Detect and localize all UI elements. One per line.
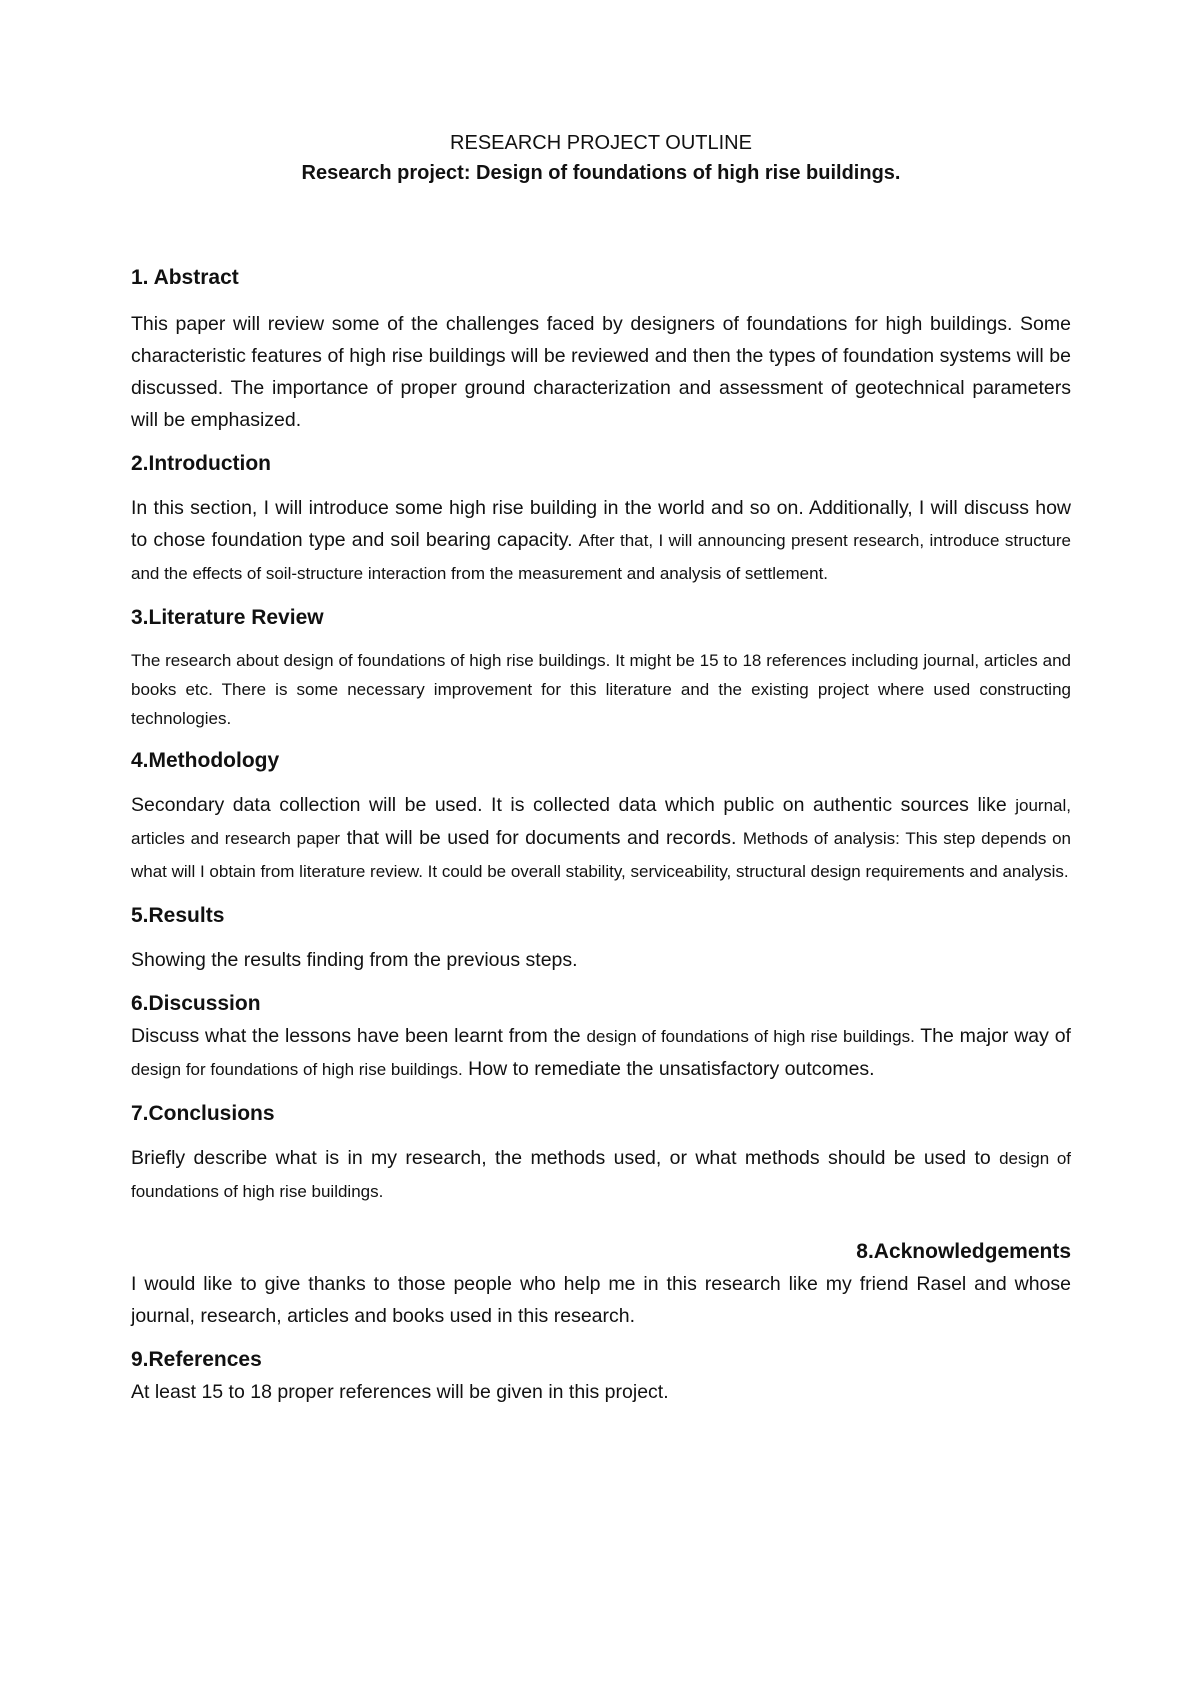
results-paragraph: Showing the results finding from the previous steps.	[131, 949, 578, 971]
methodology-text-part-4: Methods of analysis: This step depends on what will I obtain from literature review. It could be overall stability, serviceability, structural design requirements and analysis.	[131, 829, 1072, 881]
methodology-text-part-2: journal, articles and research paper	[131, 796, 1072, 848]
discussion-text-part-1: Discuss what the lessons have been learnt from the	[131, 1025, 581, 1047]
introduction-paragraph	[131, 492, 1071, 590]
discussion-text-part-5: How to remediate the unsatisfactory outcomes.	[468, 1058, 875, 1080]
introduction-text-continued: After that, I will announcing present research, introduce structure and the effects of soil-structure interaction from the measurement and analysis of settlement.	[131, 531, 1072, 583]
introduction-text-main: In this section, I will introduce some high rise building in the world and so on. Additionally, I will discuss how to chose foundation type and soil bearing capacity.	[131, 497, 1071, 551]
conclusions-text-main: Briefly describe what is in my research, the methods used, or what methods should be used to	[131, 1147, 991, 1169]
discussion-paragraph	[131, 1020, 1071, 1086]
conclusions-paragraph	[131, 1142, 1071, 1208]
document-subtitle: Research project: Design of foundations of high rise buildings.	[301, 162, 901, 184]
introduction-heading: 2.Introduction	[131, 452, 271, 475]
literature-review-heading: 3.Literature Review	[131, 606, 324, 629]
conclusions-heading: 7.Conclusions	[131, 1102, 275, 1125]
results-heading: 5.Results	[131, 904, 225, 927]
references-heading: 9.References	[131, 1348, 262, 1371]
references-paragraph: At least 15 to 18 proper references will be given in this project.	[131, 1381, 669, 1403]
conclusions-text-continued: design of foundations of high rise buildings.	[131, 1149, 1071, 1201]
abstract-paragraph: This paper will review some of the challenges faced by designers of foundations for high buildings. Some characteristic features of high rise buildings will be reviewed and then the types of foundation systems will be discussed. The importance of proper ground characterization and assessment of geotechnical parameters will be emphasized.	[131, 313, 1071, 431]
methodology-text-part-3: that will be used for documents and records.	[346, 827, 737, 849]
acknowledgements-heading: 8.Acknowledgements	[856, 1240, 1071, 1263]
acknowledgements-paragraph: I would like to give thanks to those people who help me in this research like my friend Rasel and whose journal, research, articles and books used in this research.	[131, 1273, 1071, 1327]
discussion-text-part-4: design for foundations of high rise buildings.	[131, 1060, 463, 1079]
methodology-text-part-1: Secondary data collection will be used. It is collected data which public on authentic sources like	[131, 794, 1007, 816]
document-title: RESEARCH PROJECT OUTLINE	[450, 132, 752, 154]
methodology-heading: 4.Methodology	[131, 749, 280, 772]
discussion-text-part-2: design of foundations of high rise buildings.	[586, 1027, 915, 1046]
methodology-paragraph	[131, 789, 1071, 888]
discussion-heading: 6.Discussion	[131, 992, 261, 1015]
abstract-heading: 1. Abstract	[131, 266, 239, 289]
discussion-text-part-3: The major way of	[920, 1025, 1071, 1047]
literature-review-paragraph: The research about design of foundations of high rise buildings. It might be 15 to 18 references including journal, articles and books etc. There is some necessary improvement for this literature and the existing project where used constructing technologies.	[131, 651, 1071, 728]
